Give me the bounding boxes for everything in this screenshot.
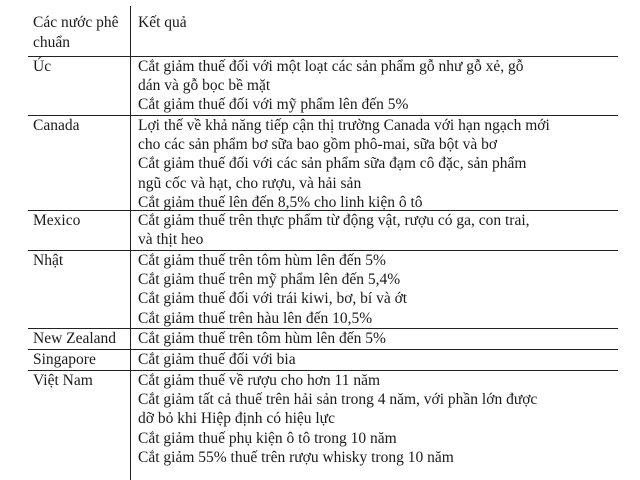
country-vietnam: Việt Nam bbox=[33, 372, 93, 389]
result-line: Cắt giảm thuế đối với các sản phẩm sữa đạm cô đặc, sản phẩm bbox=[138, 155, 527, 173]
country-singapore: Singapore bbox=[33, 351, 96, 368]
result-japan bbox=[138, 251, 613, 328]
result-line: cho các sản phẩm bơ sữa bao gồm phô-mai, sữa bột và bơ bbox=[138, 136, 498, 154]
header-country-label: Các nước phê chuẩn bbox=[33, 14, 119, 51]
country-japan: Nhật bbox=[33, 252, 64, 269]
result-line: dán và gỗ bọc bề mặt bbox=[138, 77, 271, 95]
result-line: Cắt giảm thuế đối với bia bbox=[138, 351, 296, 368]
result-line: Cắt giảm thuế trên thực phẩm từ động vật, rượu có ga, con trai, bbox=[138, 212, 530, 229]
result-canada bbox=[138, 116, 613, 212]
result-new-zealand bbox=[138, 329, 613, 348]
result-line: ngũ cốc và hạt, cho rượu, và hải sản bbox=[138, 174, 362, 192]
result-line: Cắt giảm thuế phụ kiện ô tô trong 10 năm bbox=[138, 429, 397, 447]
result-line: Cắt giảm thuế đối với một loạt các sản phẩm gỗ như gỗ xẻ, gỗ bbox=[138, 58, 524, 75]
result-line: Cắt giảm thuế về rượu cho hơn 11 năm bbox=[138, 372, 381, 389]
result-line: Cắt giảm thuế trên mỹ phẩm lên đến 5,4% bbox=[138, 271, 401, 289]
result-mexico bbox=[138, 211, 613, 249]
country-mexico: Mexico bbox=[33, 212, 81, 229]
result-vietnam bbox=[138, 371, 613, 467]
result-singapore bbox=[138, 350, 613, 369]
result-line: Cắt giảm thuế đối với mỹ phẩm lên đến 5% bbox=[138, 96, 409, 114]
result-line: Cắt giảm thuế trên tôm hùm lên đến 5% bbox=[138, 330, 386, 347]
country-new-zealand: New Zealand bbox=[33, 330, 117, 347]
result-line: Cắt giảm thuế trên hàu lên đến 10,5% bbox=[138, 309, 373, 327]
country-australia: Úc bbox=[33, 58, 52, 75]
result-line: Lợi thế về khả năng tiếp cận thị trường Canada với hạn ngạch mới bbox=[138, 117, 550, 134]
result-line: Cắt giảm thuế lên đến 8,5% cho linh kiện ô tô bbox=[138, 193, 423, 211]
result-line: Cắt giảm thuế đối với trái kiwi, bơ, bí và ớt bbox=[138, 290, 408, 308]
result-line: Cắt giảm tất cả thuế trên hải sản trong 4 năm, với phần lớn được bbox=[138, 391, 538, 409]
column-divider bbox=[130, 6, 131, 480]
result-australia bbox=[138, 57, 613, 115]
result-line: và thịt heo bbox=[138, 231, 204, 249]
header-result-label: Kết quả bbox=[138, 14, 187, 31]
result-line: Cắt giảm 55% thuế trên rượu whisky trong 10 năm bbox=[138, 448, 454, 466]
result-line: Cắt giảm thuế trên tôm hùm lên đến 5% bbox=[138, 252, 386, 269]
country-canada: Canada bbox=[33, 117, 80, 134]
result-line: dỡ bỏ khi Hiệp định có hiệu lực bbox=[138, 410, 335, 428]
